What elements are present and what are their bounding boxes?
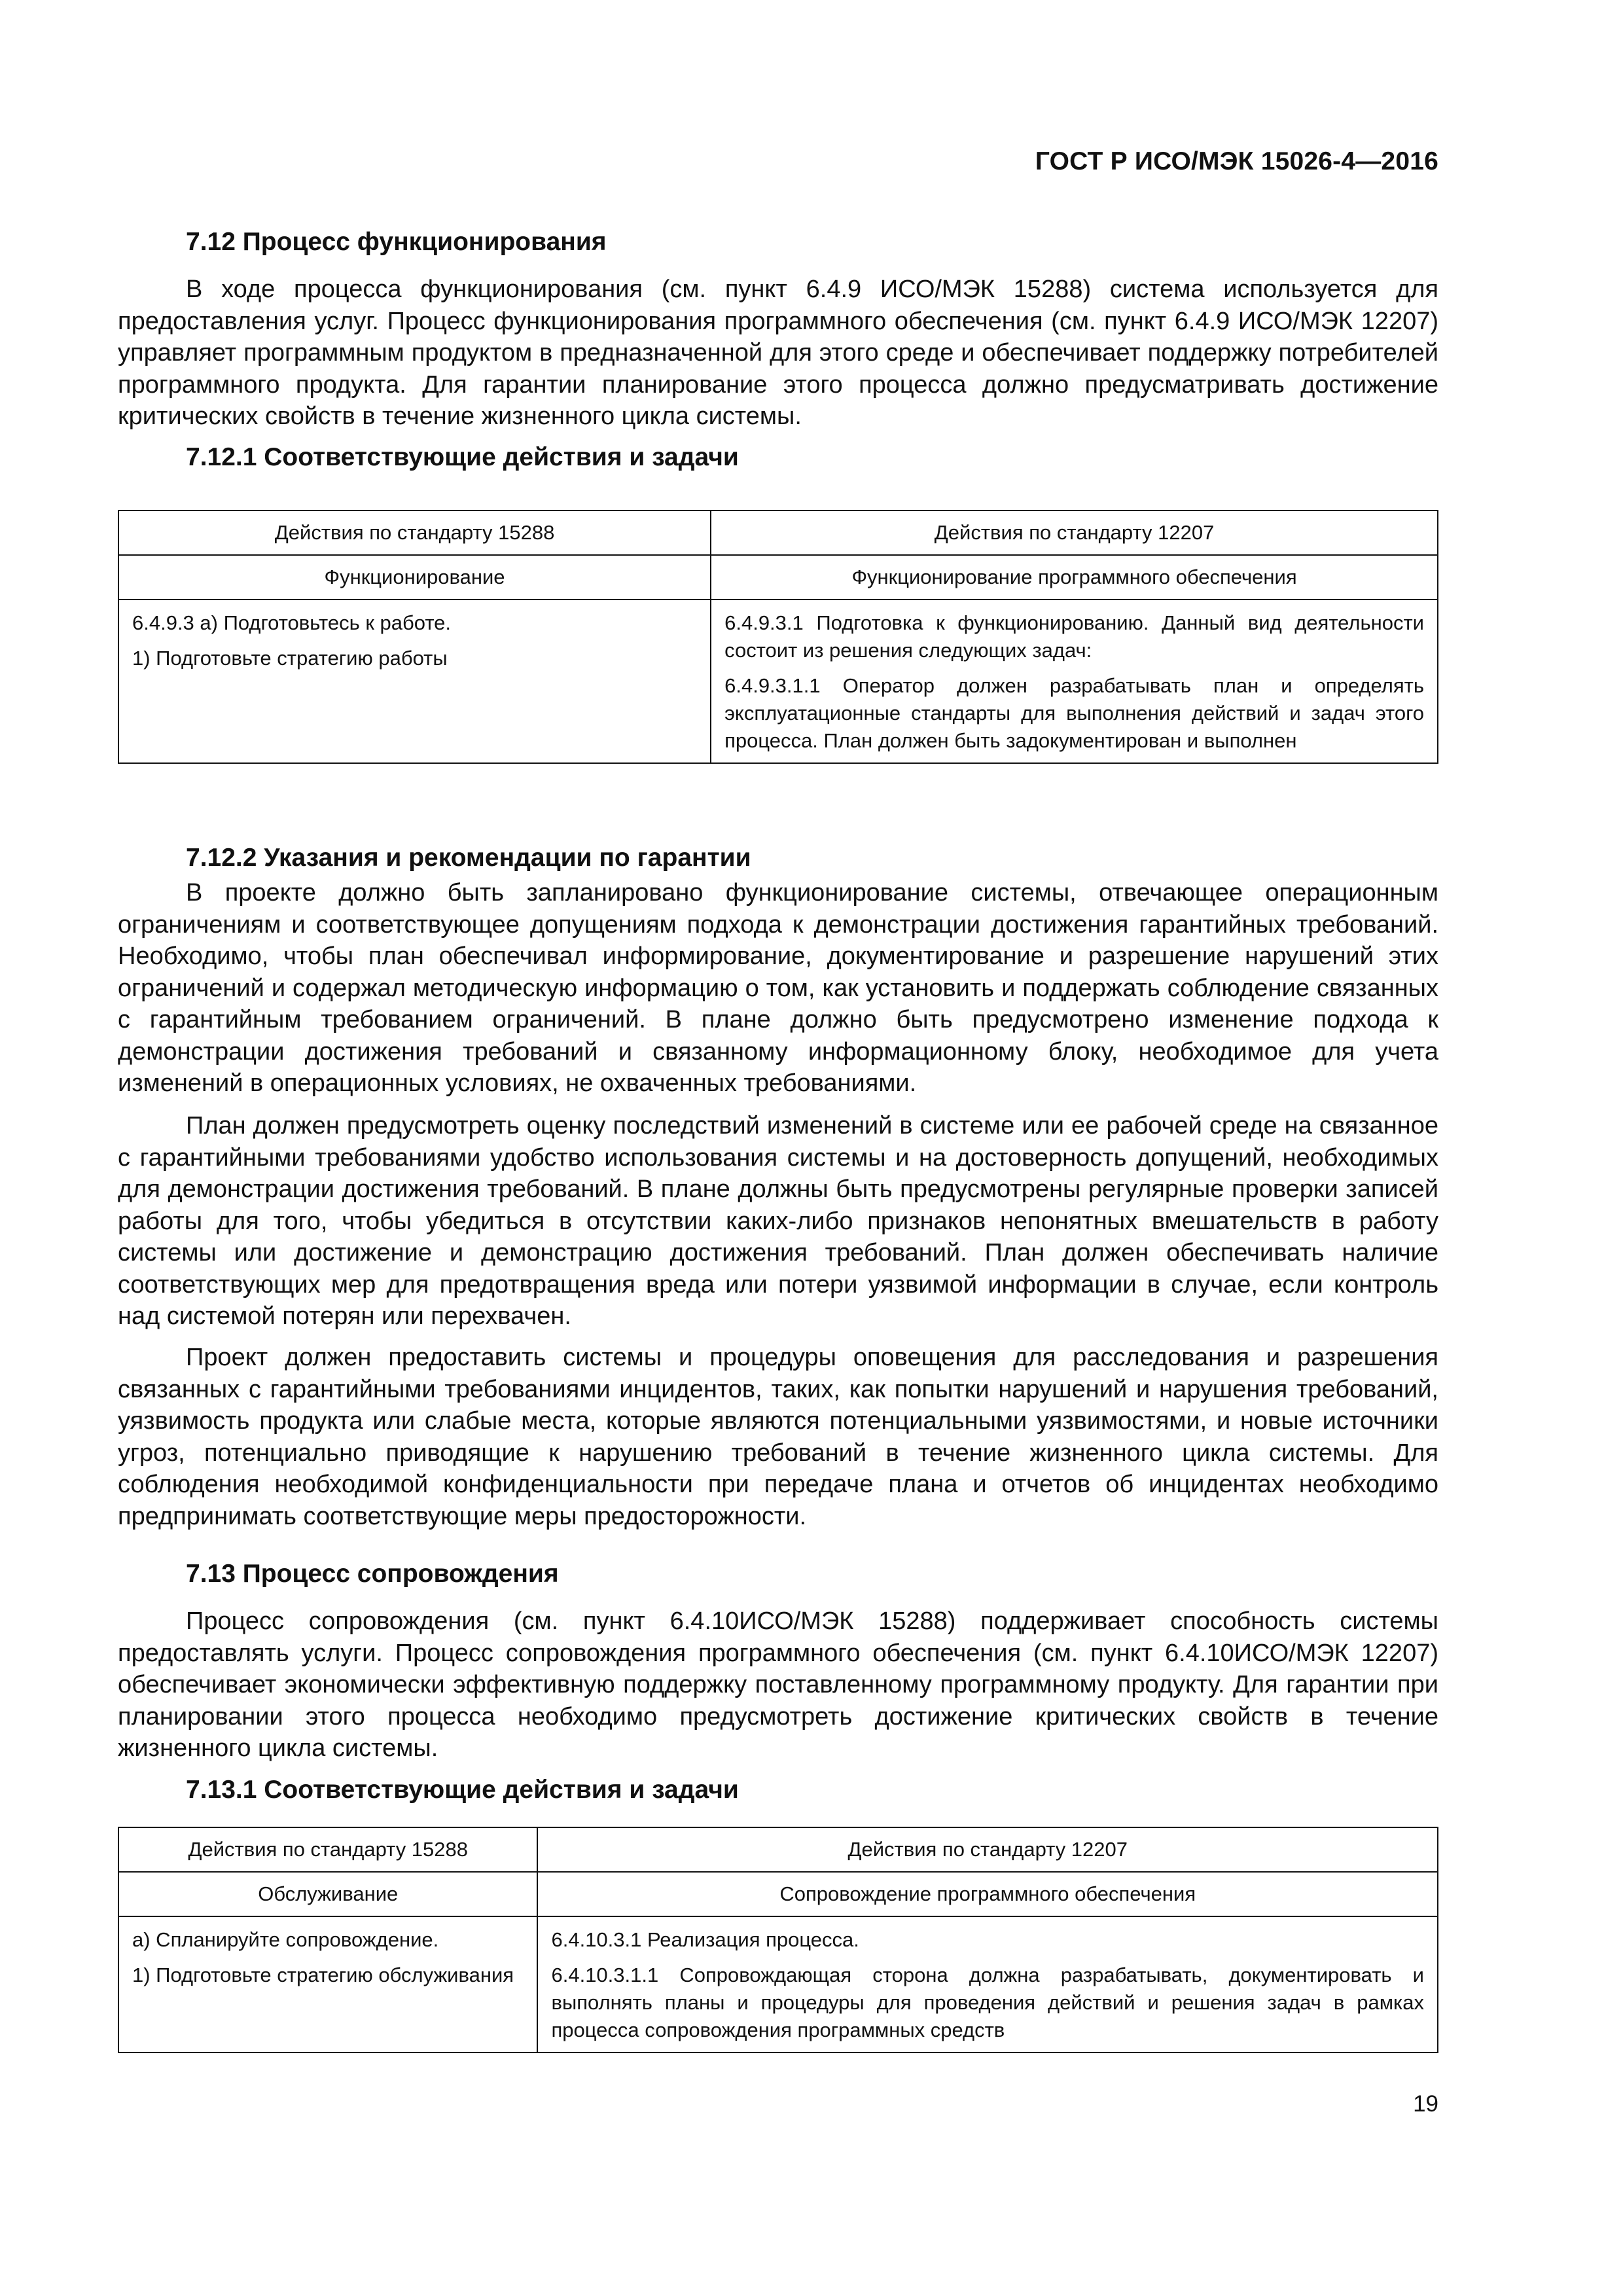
table-cell-line: 1) Подготовьте стратегию обслуживания — [132, 1964, 514, 1986]
table-cell-line: 6.4.10.3.1.1 Сопровождающая сторона должна разрабатывать, документировать и выполнять планы и процедуры для проведения действий и решения задач в рамках процесса сопровождения программных средств — [551, 1964, 1424, 2041]
table-header-row — [118, 1827, 1438, 1872]
table-subheader-cell: Функционирование программного обеспечения — [711, 555, 1438, 600]
section-7-13-1-title: 7.13.1 Соответствующие действия и задачи — [186, 1776, 739, 1804]
table-7-13-1 — [118, 1827, 1438, 2053]
table-cell-line: 6.4.9.3 а) Подготовьтесь к работе. — [132, 611, 452, 634]
section-7-12-2-title: 7.12.2 Указания и рекомендации по гарантии — [186, 844, 751, 872]
table-header-cell: Действия по стандарту 15288 — [118, 511, 711, 555]
table-subheader-cell: Функционирование — [118, 555, 711, 600]
table-7-12-1 — [118, 510, 1438, 764]
table-header-cell: Действия по стандарту 15288 — [118, 1827, 537, 1872]
table-cell — [537, 1916, 1438, 2053]
table-subheader-row — [118, 555, 1438, 600]
page-number: 19 — [1413, 2091, 1438, 2117]
document-id-header: ГОСТ Р ИСО/МЭК 15026-4—2016 — [1035, 147, 1438, 175]
table-cell-line: 6.4.9.3.1.1 Оператор должен разрабатывать план и определять эксплуатационные стандарты для выполнения действий и задач этого процесса. План должен быть задокументирован и выполнен — [724, 674, 1424, 752]
table-header-cell: Действия по стандарту 12207 — [711, 511, 1438, 555]
section-7-12-2-paragraph-2: План должен предусмотреть оценку последствий изменений в системе или ее рабочей среде на связанное с гарантийными требованиями удобство использования системы и на достоверность допущений, необходимых для демонстрации достижения требований. В плане должны быть предусмотрены регулярные проверки записей работы для того, чтобы убедиться в отсутствии каких-либо признаков непонятных вмешательств в работу системы или достижение и демонстрацию достижения требований. План должен обеспечивать наличие соответствующих мер для предотвращения вреда или потери уязвимой информации в случае, если контроль над системой потерян или перехвачен. — [118, 1112, 1438, 1330]
section-7-13-intro: Процесс сопровождения (см. пункт 6.4.10ИСО/МЭК 15288) поддерживает способность системы предоставлять услуги. Процесс сопровождения программного обеспечения (см. пункт 6.4.10ИСО/МЭК 12207) обеспечивает экономически эффективную поддержку поставленному программному продукту. Для гарантии при планировании этого процесса необходимо предусмотреть достижение критических свойств в течение жизненного цикла системы. — [118, 1607, 1438, 1762]
table-cell-line: 1) Подготовьте стратегию работы — [132, 647, 448, 670]
section-7-12-2-paragraph-1: В проекте должно быть запланировано функционирование системы, отвечающее операционным ограничениям и соответствующее допущениям подхода к демонстрации достижения гарантийных требований. Необходимо, чтобы план обеспечивал информирование, документирование и разрешение нарушений этих ограничений и содержал методическую информацию о том, как установить и поддержать соблюдение связанных с гарантийным требованием ограничений. В плане должно быть предусмотрено изменение подхода к демонстрации достижения требований и связанному информационному блоку, необходимое для учета изменений в операционных условиях, не охваченных требованиями. — [118, 879, 1438, 1097]
table-cell-line: 6.4.9.3.1 Подготовка к функционированию. Данный вид деятельности состоит из решения следующих задач: — [724, 611, 1424, 662]
table-cell-line: а) Спланируйте сопровождение. — [132, 1928, 439, 1951]
table-cell — [711, 600, 1438, 763]
table-header-cell: Действия по стандарту 12207 — [537, 1827, 1438, 1872]
table-subheader-row — [118, 1872, 1438, 1916]
table-subheader-cell: Обслуживание — [118, 1872, 537, 1916]
section-7-13-title: 7.13 Процесс сопровождения — [186, 1560, 559, 1588]
table-subheader-cell: Сопровождение программного обеспечения — [537, 1872, 1438, 1916]
table-row — [118, 1916, 1438, 2053]
section-7-12-title: 7.12 Процесс функционирования — [186, 228, 607, 256]
section-7-12-intro: В ходе процесса функционирования (см. пункт 6.4.9 ИСО/МЭК 15288) система используется для предоставления услуг. Процесс функционирования программного обеспечения (см. пункт 6.4.9 ИСО/МЭК 12207) управляет программным продуктом в предназначенной для этого среде и обеспечивает поддержку потребителей программного продукта. Для гарантии планирование этого процесса должно предусматривать достижение критических свойств в течение жизненного цикла системы. — [118, 276, 1438, 430]
table-cell — [118, 1916, 537, 2053]
table-cell-line: 6.4.10.3.1 Реализация процесса. — [551, 1928, 859, 1951]
table-header-row — [118, 511, 1438, 555]
table-cell — [118, 600, 711, 763]
section-7-12-2-paragraph-3: Проект должен предоставить системы и процедуры оповещения для расследования и разрешения связанных с гарантийными требованиями инцидентов, таких, как попытки нарушений и нарушения требований, уязвимость продукта или слабые места, которые являются потенциальными уязвимостями, и новые источники угроз, потенциально приводящие к нарушению требований в течение жизненного цикла системы. Для соблюдения необходимой конфиденциальности при передаче плана и отчетов об инцидентах необходимо предпринимать соответствующие меры предосторожности. — [118, 1344, 1438, 1530]
section-7-12-1-title: 7.12.1 Соответствующие действия и задачи — [186, 443, 739, 471]
table-row — [118, 600, 1438, 763]
